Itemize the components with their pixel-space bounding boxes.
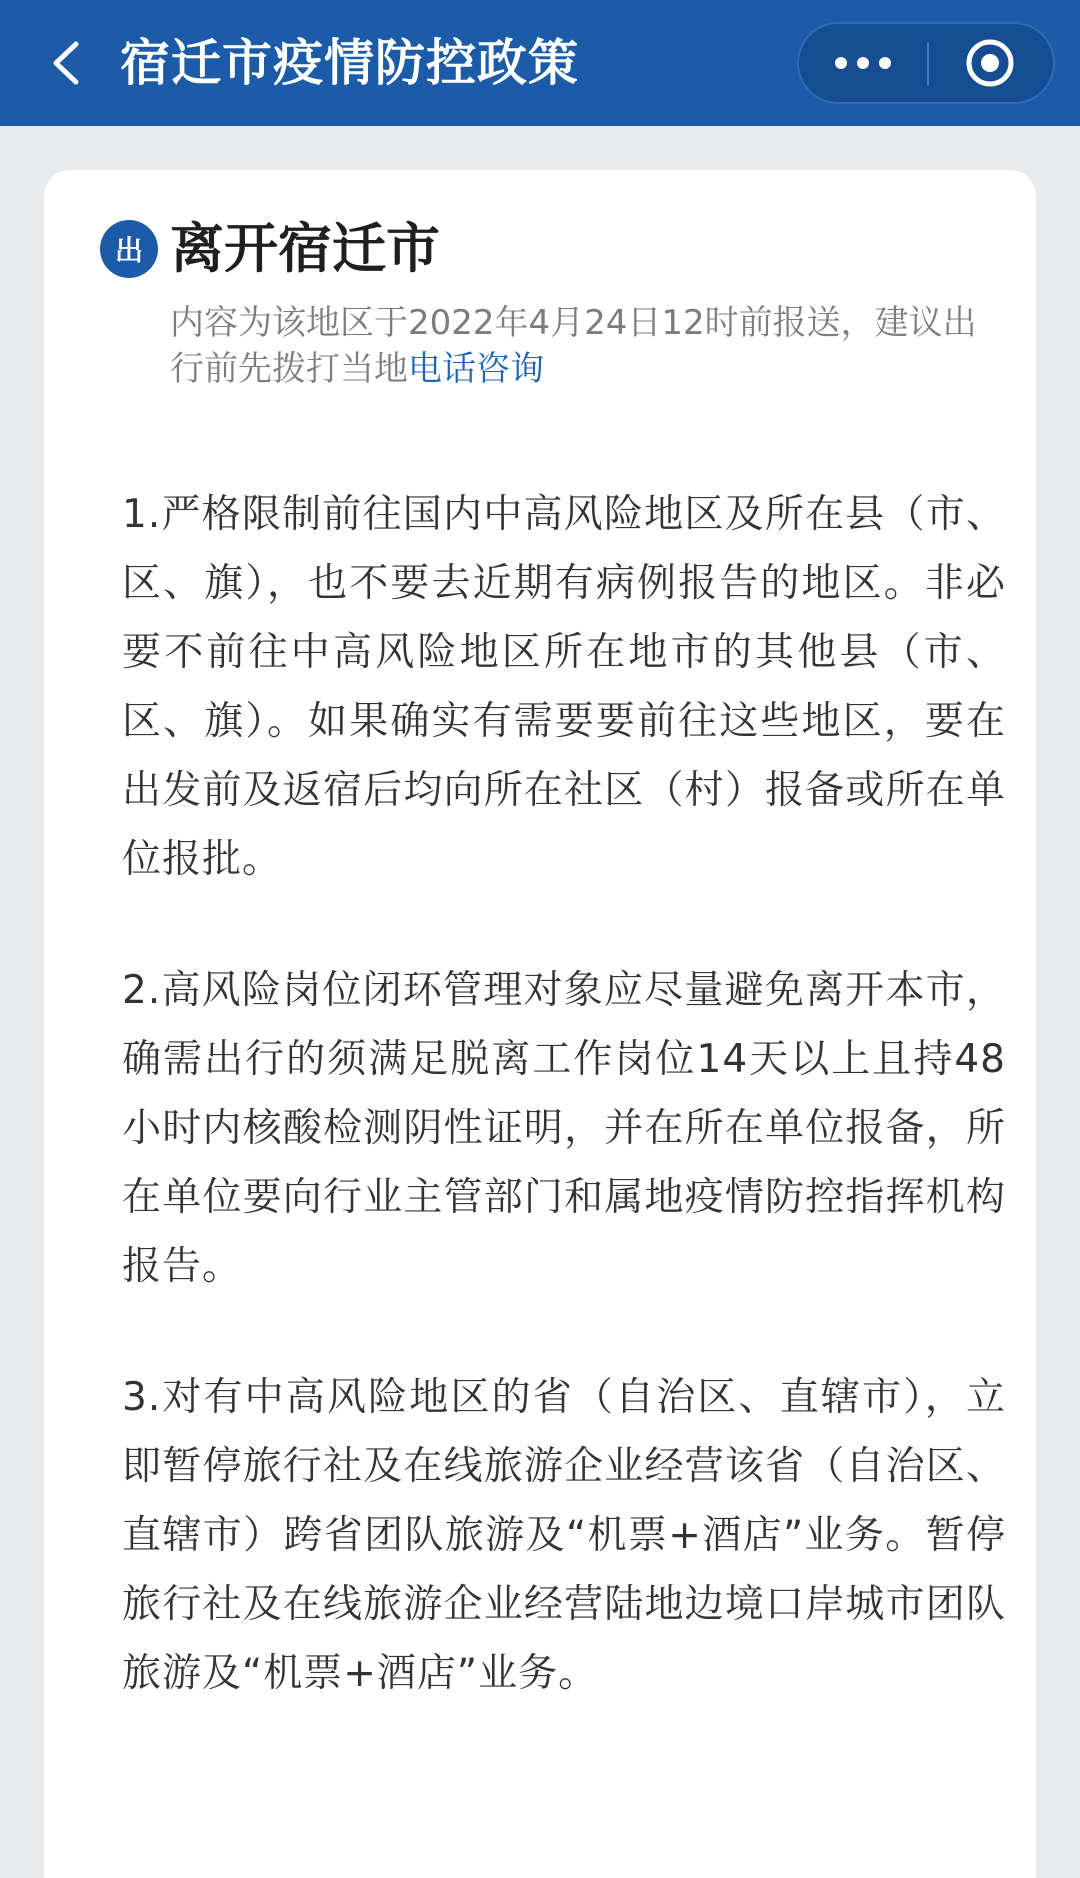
- target-circle-icon: [964, 37, 1016, 89]
- close-button[interactable]: [926, 24, 1053, 102]
- capsule-divider: [927, 42, 929, 86]
- rules-list: [122, 480, 1006, 1770]
- policy-card: [44, 170, 1036, 1878]
- rule-item: 2.高风险岗位闭环管理对象应尽量避免离开本市，确需出行的须满足脱离工作岗位14天以上且持48小时内核酸检测阴性证明，并在所在单位报备，所在单位要向行业主管部门和属地疫情防控指挥机构报告。: [122, 968, 1006, 1289]
- mini-program-capsule: [797, 22, 1055, 104]
- phone-consult-link[interactable]: 电话咨询: [408, 349, 544, 389]
- report-notice: [170, 300, 1010, 392]
- rule-item: 3.对有中高风险地区的省（自治区、直辖市），立即暂停旅行社及在线旅游企业经营该省（自治区、直辖市）跨省团队旅游及“机票+酒店”业务。暂停旅行社及在线旅游企业经营陆地边境口岸城市团队旅游及“机票+酒店”业务。: [122, 1375, 1006, 1696]
- navbar: [0, 0, 1080, 126]
- back-button[interactable]: [34, 28, 98, 98]
- exit-badge-icon: 出: [100, 220, 158, 278]
- page-title: 宿迁市疫情防控政策: [120, 34, 579, 92]
- section-title: 离开宿迁市: [170, 217, 440, 280]
- more-dots-icon: [833, 56, 893, 70]
- chevron-left-icon: [48, 40, 84, 86]
- notice-text: 内容为该地区于2022年4月24日12时前报送，建议出行前先拨打当地: [170, 303, 977, 389]
- more-button[interactable]: [799, 24, 926, 102]
- rule-item: 1.严格限制前往国内中高风险地区及所在县（市、区、旗），也不要去近期有病例报告的地区。非必要不前往中高风险地区所在地市的其他县（市、区、旗）。如果确实有需要要前往这些地区，要在出发前及返宿后均向所在社区（村）报备或所在单位报批。: [122, 492, 1006, 882]
